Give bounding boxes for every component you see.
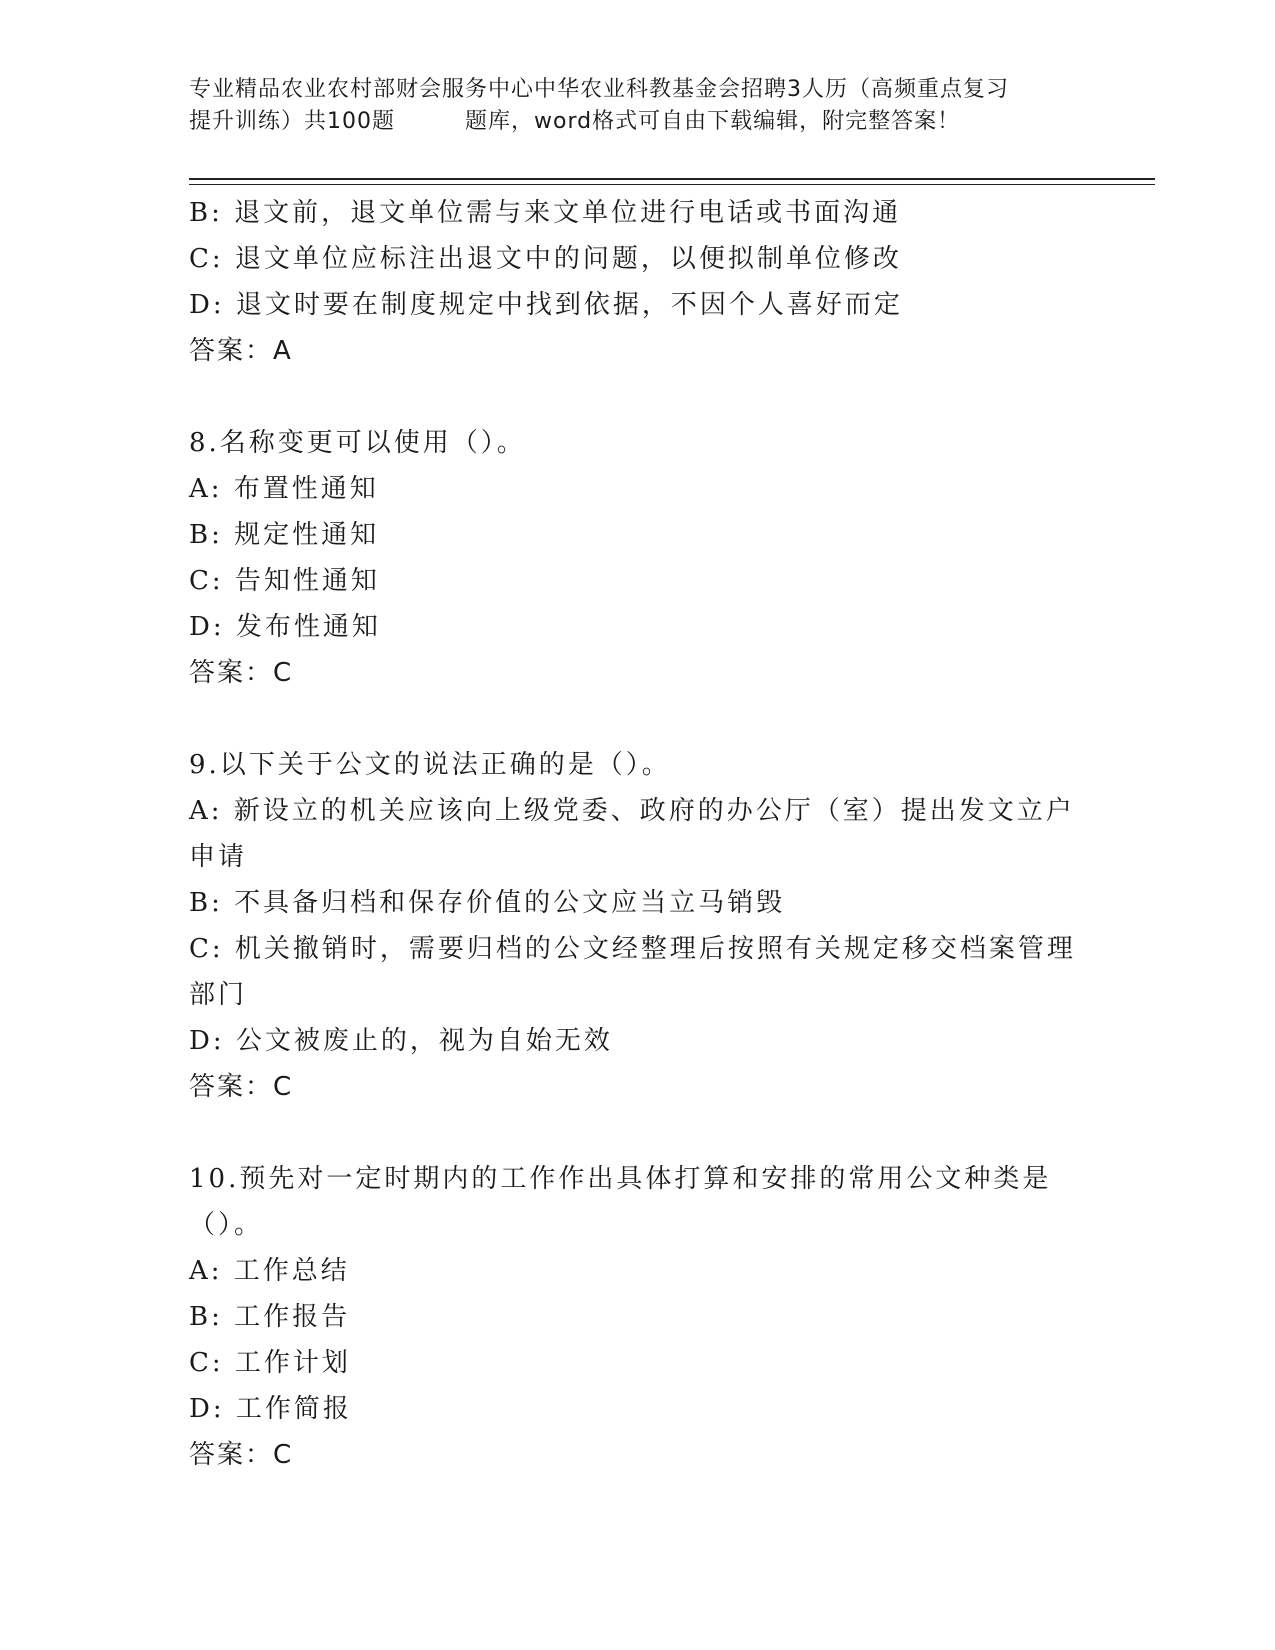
option-a: A: 布置性通知	[189, 474, 379, 504]
option-d: D: 退文时要在制度规定中找到依据，不因个人喜好而定	[189, 290, 903, 320]
option-a: A: 新设立的机关应该向上级党委、政府的办公厅（室）提出发文立户申请	[189, 796, 1075, 872]
question-stem: 8.名称变更可以使用（）。	[189, 428, 526, 458]
option-b: B: 工作报告	[189, 1302, 351, 1332]
header-title-part-2: 题库，word格式可自由下载编辑，附完整答案！	[465, 109, 961, 134]
option-b: B: 退文前，退文单位需与来文单位进行电话或书面沟通	[189, 198, 902, 228]
header-divider-thin	[189, 184, 1155, 185]
answer-line: 答案：A	[189, 336, 293, 366]
option-c: C: 机关撤销时，需要归档的公文经整理后按照有关规定移交档案管理部门	[189, 934, 1076, 1010]
document-header	[189, 74, 1089, 138]
question-stem: 9.以下关于公文的说法正确的是（）。	[189, 750, 671, 780]
option-c: C: 退文单位应标注出退文中的问题，以便拟制单位修改	[189, 244, 902, 274]
option-b: B: 规定性通知	[189, 520, 380, 550]
option-d: D: 公文被废止的，视为自始无效	[189, 1026, 613, 1056]
option-d: D: 工作简报	[189, 1394, 352, 1424]
option-b: B: 不具备归档和保存价值的公文应当立马销毁	[189, 888, 786, 918]
option-c: C: 工作计划	[189, 1348, 351, 1378]
answer-line: 答案：C	[189, 658, 294, 688]
option-d: D: 发布性通知	[189, 612, 381, 642]
answer-line: 答案：C	[189, 1072, 294, 1102]
header-title-line-1: 专业精品农业农村部财会服务中心中华农业科教基金会招聘3人历（高频重点复习	[189, 77, 1009, 102]
header-divider-thick	[189, 178, 1155, 180]
question-content	[189, 190, 1089, 1478]
option-c: C: 告知性通知	[189, 566, 380, 596]
header-title-part-1: 提升训练）共100题	[189, 109, 395, 134]
answer-line: 答案：C	[189, 1440, 294, 1470]
header-title-line-2	[189, 106, 1089, 138]
question-stem: 10.预先对一定时期内的工作作出具体打算和安排的常用公文种类是（）。	[189, 1164, 1052, 1240]
option-a: A: 工作总结	[189, 1256, 350, 1286]
